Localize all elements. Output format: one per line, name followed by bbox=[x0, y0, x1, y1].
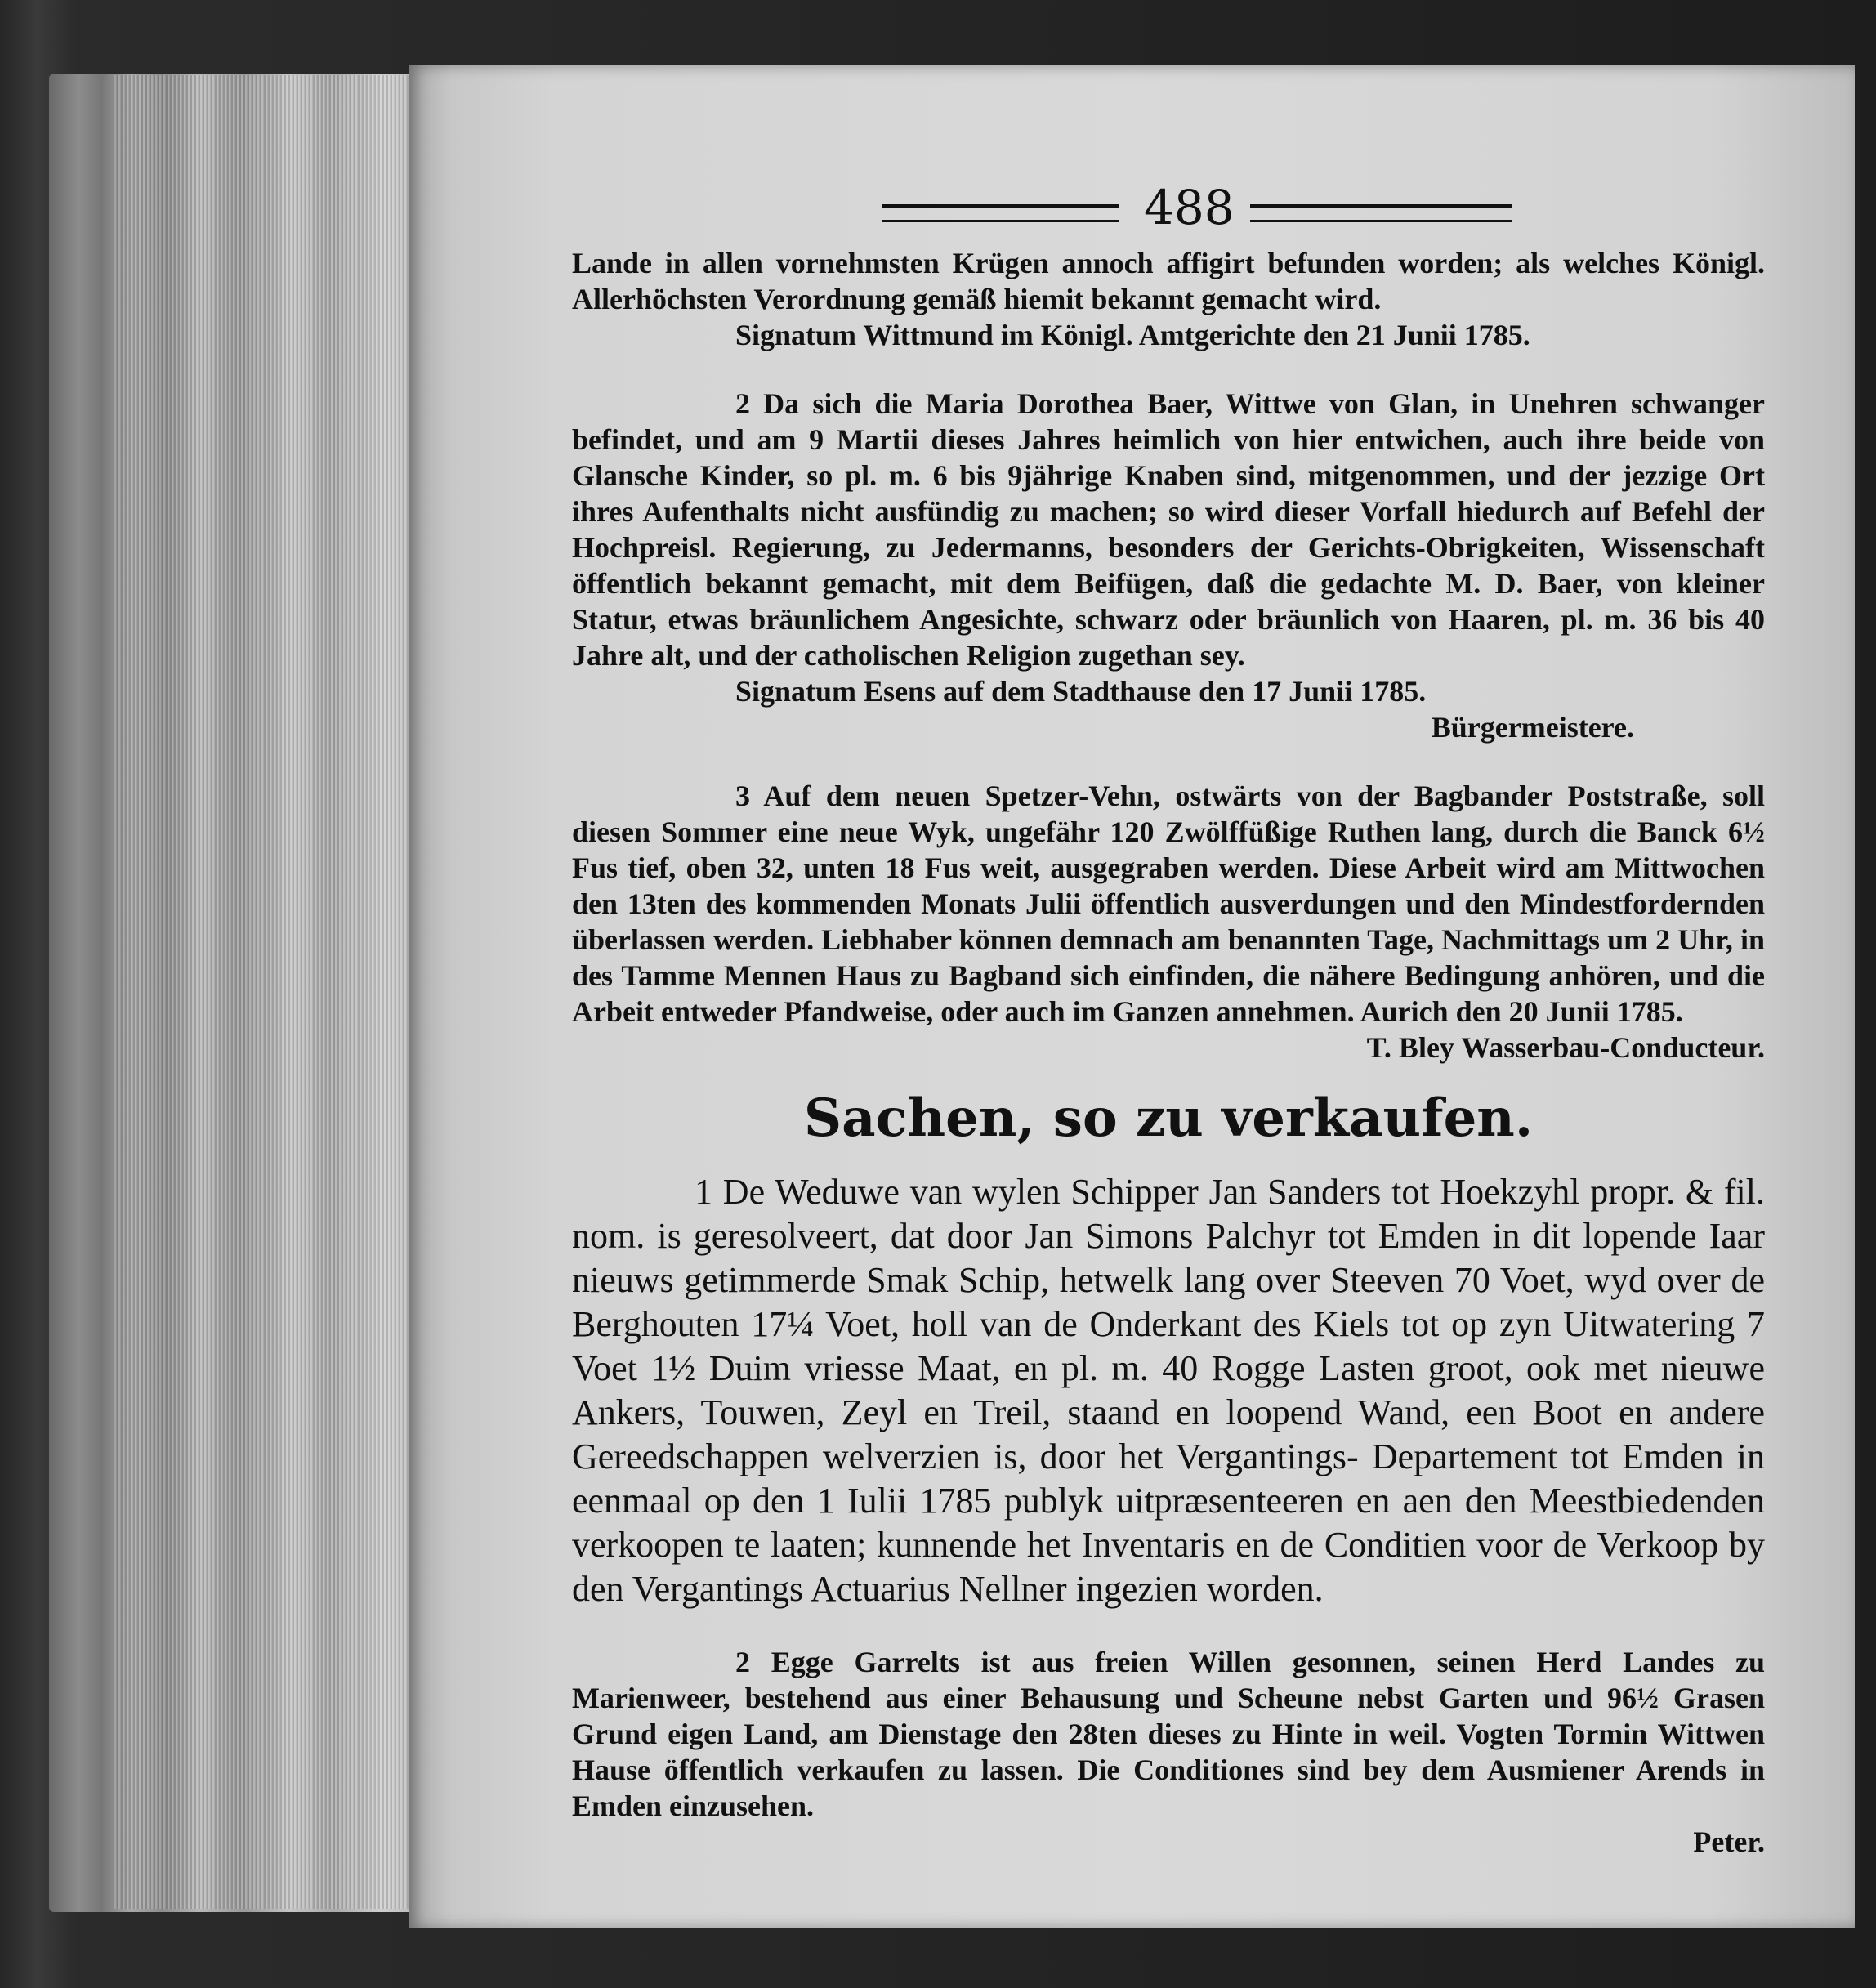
notice-2-text: 2 Da sich die Maria Dorothea Baer, Wittwe von Glan, in Unehren schwanger befindet, und am 9 Martii dieses Jahres heimlich von hier entwichen, auch ihre beide von Glansche Kinder, so pl. m. 6 bis 9jährige Knaben sind, mitgenommen, und der jezzige Ort ihres Aufenthalts nicht ausfündig zu machen; so wird dieser Vorfall hiedurch auf Befehl der Hochpreisl. Regierung, zu Jedermanns, besonders der Gerichts-Obrigkeiten, Wissenschaft öffentlich bekannt gemacht, mit dem Beifügen, daß die gedachte M. D. Baer, von kleiner Statur, etwas bräunlichem Angesichte, schwarz oder bräunlich von Haaren, pl. m. 36 bis 40 Jahre alt, und der catholischen Religion zugethan sey. bbox=[572, 387, 1765, 672]
notice-2-signature: Signatum Esens auf dem Stadthause den 17 Junii 1785. bbox=[735, 675, 1427, 708]
page-number: 488 bbox=[1144, 180, 1235, 235]
sale-2-signer: Peter. bbox=[1693, 1825, 1765, 1858]
section-heading: Sachen, so zu verkaufen. bbox=[803, 1088, 1534, 1149]
spacer bbox=[572, 745, 1765, 778]
notice-3-text: 3 Auf dem neuen Spetzer-Vehn, ostwärts von der Bagbander Poststraße, soll diesen Sommer eine neue Wyk, ungefähr 120 Zwölffüßige Ruthen lang, durch die Banck 6½ Fus tief, oben 32, unten 18 Fus weit, ausgegraben werden. Diese Arbeit wird am Mittwochen den 13ten des kommenden Monats Julii öffentlich ausverdungen und den Mindestfordernden überlassen werden. Liebhaber können demnach am benannten Tage, Nachmittags um 2 Uhr, in des Tamme Mennen Haus zu Bagband sich einfinden, die nähere Bedingung anhören, und die Arbeit entweder Pfandweise, oder auch im Ganzen annehmen. Aurich den 20 Junii 1785. bbox=[572, 780, 1765, 1028]
notice-3-signer: T. Bley Wasserbau-Conducteur. bbox=[1366, 1031, 1765, 1064]
page-edge-lines bbox=[114, 75, 409, 1909]
header-rule-left bbox=[882, 204, 1119, 222]
notice-intro-signature: Signatum Wittmund im Königl. Amtgerichte den 21 Junii 1785. bbox=[735, 319, 1530, 351]
spacer bbox=[572, 1611, 1765, 1644]
notice-2-signer: Bürgermeistere. bbox=[1431, 711, 1634, 744]
notice-intro-text: Lande in allen vornehmsten Krügen annoch affigirt befunden worden; als welches Königl. Allerhöchsten Verordnung gemäß hiemit bekannt gemacht wird. bbox=[572, 247, 1765, 315]
header-rule-right bbox=[1250, 204, 1512, 222]
page-header bbox=[572, 180, 1765, 245]
page-text bbox=[572, 180, 1765, 1860]
sale-2-text: 2 Egge Garrelts ist aus freien Willen gesonnen, seinen Herd Landes zu Marienweer, bestehend aus einer Behausung und Scheune nebst Garten und 96½ Grasen Grund eigen Land, am Dienstage den 28ten dieses zu Hinte in weil. Vogten Tormin Wittwen Hause öffentlich verkaufen zu lassen. Die Conditiones sind bey dem Ausmiener Arends in Emden einzusehen. bbox=[572, 1646, 1765, 1822]
sale-1-text: 1 De Weduwe van wylen Schipper Jan Sanders tot Hoekzyhl propr. & fil. nom. is geresolveert, dat door Jan Simons Palchyr tot Emden in dit lopende Iaar nieuws getimmerde Smak Schip, hetwelk lang over Steeven 70 Voet, wyd over de Berghouten 17¼ Voet, holl van de Onderkant des Kiels tot op zyn Uitwatering 7 Voet 1½ Duim vriesse Maat, en pl. m. 40 Rogge Lasten groot, ook met nieuwe Ankers, Touwen, Zeyl en Treil, staand en loopend Wand, een Boot en andere Gereedschappen welverzien is, door het Vergantings- Departement tot Emden in eenmaal op den 1 Iulii 1785 publyk uitpræsenteeren en aen den Meestbiedenden verkoopen te laaten; kunnende het Inventaris en de Conditien voor de Verkoop by den Vergantings Actuarius Nellner ingezien worden. bbox=[572, 1172, 1765, 1609]
spacer bbox=[572, 353, 1765, 386]
